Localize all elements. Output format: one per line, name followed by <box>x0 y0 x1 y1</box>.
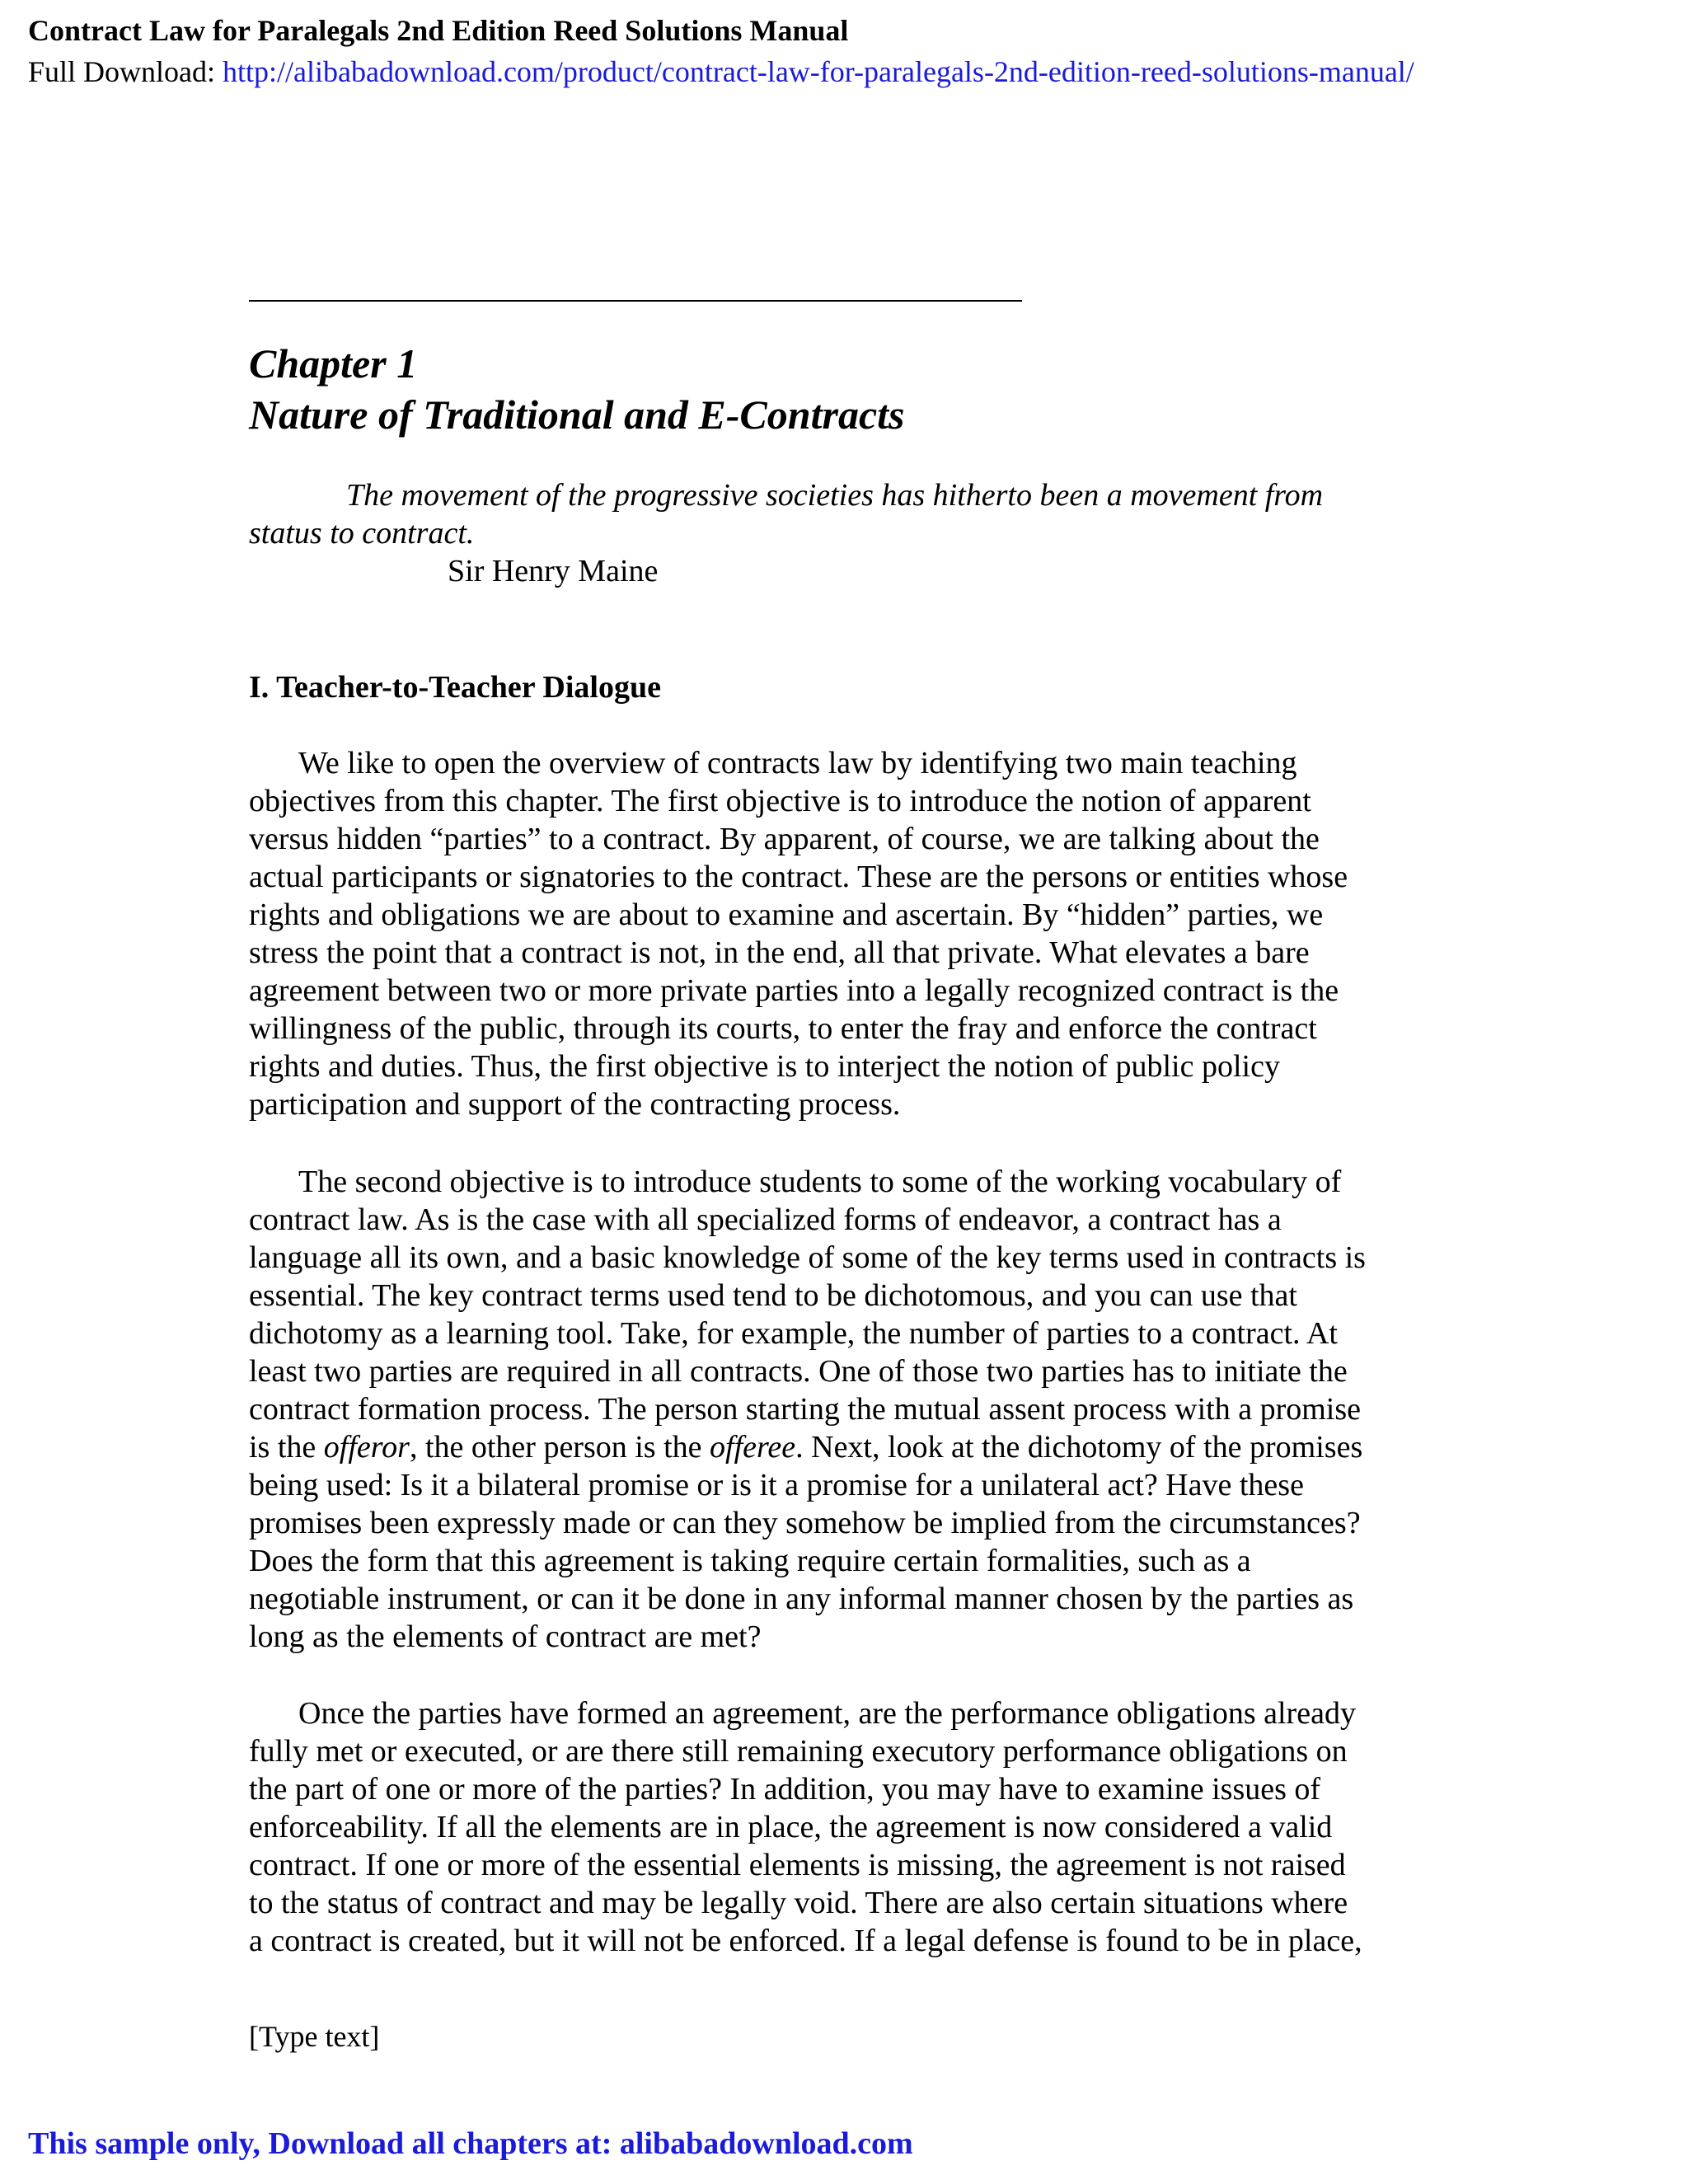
epigraph <box>249 476 1469 552</box>
paragraph-line: the part of one or more of the parties? In addition, you may have to examine issues of <box>249 1772 1321 1807</box>
section-heading: I. Teacher-to-Teacher Dialogue <box>249 670 661 705</box>
term-offeree: offeree <box>710 1430 796 1465</box>
paragraph-line: least two parties are required in all contracts. One of those two parties has to initiate the <box>249 1354 1348 1389</box>
paragraph-line: versus hidden “parties” to a contract. By apparent, of course, we are talking about the <box>249 822 1320 856</box>
download-link[interactable]: http://alibabadownload.com/product/contract-law-for-paralegals-2nd-edition-reed-solutions-manual/ <box>223 55 1414 88</box>
paragraph <box>249 1694 1485 1960</box>
paragraph-line: contract. If one or more of the essential elements is missing, the agreement is not raised <box>249 1848 1346 1882</box>
paragraph-line: contract formation process. The person starting the mutual assent process with a promise <box>249 1392 1361 1427</box>
text-run: is the <box>249 1430 324 1465</box>
paragraph <box>249 1163 1485 1656</box>
paragraph-line: rights and duties. Thus, the first objective is to interject the notion of public policy <box>249 1049 1280 1084</box>
paragraph-line: willingness of the public, through its courts, to enter the fray and enforce the contract <box>249 1011 1317 1046</box>
paragraph-line: stress the point that a contract is not, in the end, all that private. What elevates a bare <box>249 935 1310 970</box>
paragraph-line: essential. The key contract terms used tend to be dichotomous, and you can use that <box>249 1278 1297 1313</box>
epigraph-line: The movement of the progressive societies has hitherto been a movement from <box>346 478 1324 513</box>
epigraph-line: status to contract. <box>249 516 475 551</box>
paragraph-line: participation and support of the contracting process. <box>249 1087 901 1122</box>
paragraph-line: negotiable instrument, or can it be done in any informal manner chosen by the parties as <box>249 1582 1354 1616</box>
paragraph-line: fully met or executed, or are there still remaining executory performance obligations on <box>249 1734 1348 1769</box>
paragraph <box>249 744 1485 1123</box>
paragraph-line: long as the elements of contract are met? <box>249 1619 762 1654</box>
term-offeror: offeror <box>323 1430 410 1465</box>
chapter-title: Nature of Traditional and E-Contracts <box>249 391 905 438</box>
paragraph-line: objectives from this chapter. The first objective is to introduce the notion of apparent <box>249 784 1311 818</box>
document-header-title: Contract Law for Paralegals 2nd Edition Reed Solutions Manual <box>28 14 849 47</box>
page-footer-placeholder: [Type text] <box>249 2020 380 2053</box>
paragraph-line <box>249 1428 1485 1466</box>
paragraph-line: actual participants or signatories to the contract. These are the persons or entities whose <box>249 860 1348 894</box>
paragraph-line: enforceability. If all the elements are in place, the agreement is now considered a valid <box>249 1810 1333 1844</box>
download-label: Full Download: <box>28 55 223 88</box>
paragraph-line: dichotomy as a learning tool. Take, for example, the number of parties to a contract. At <box>249 1316 1338 1351</box>
text-run: . Next, look at the dichotomy of the promises <box>795 1430 1363 1465</box>
paragraph-line: Once the parties have formed an agreement, are the performance obligations already <box>298 1696 1356 1731</box>
epigraph-attribution: Sir Henry Maine <box>448 554 659 588</box>
paragraph-line: a contract is created, but it will not be enforced. If a legal defense is found to be in place, <box>249 1924 1362 1958</box>
download-footer-banner[interactable]: This sample only, Download all chapters at: alibabadownload.com <box>28 2126 913 2161</box>
chapter-heading <box>249 338 904 440</box>
paragraph-line: The second objective is to introduce students to some of the working vocabulary of <box>298 1165 1342 1199</box>
paragraph-line: contract law. As is the case with all specialized forms of endeavor, a contract has a <box>249 1202 1282 1237</box>
paragraph-line: Does the form that this agreement is taking require certain formalities, such as a <box>249 1544 1251 1578</box>
paragraph-line: to the status of contract and may be legally void. There are also certain situations where <box>249 1886 1348 1920</box>
chapter-rule <box>249 300 1022 302</box>
download-line <box>28 53 1414 91</box>
paragraph-line: rights and obligations we are about to examine and ascertain. By “hidden” parties, we <box>249 898 1324 932</box>
paragraph-line: agreement between two or more private parties into a legally recognized contract is the <box>249 973 1339 1008</box>
paragraph-line: promises been expressly made or can they somehow be implied from the circumstances? <box>249 1506 1361 1540</box>
paragraph-line: language all its own, and a basic knowledge of some of the key terms used in contracts is <box>249 1240 1366 1275</box>
chapter-number: Chapter 1 <box>249 340 418 387</box>
paragraph-line: being used: Is it a bilateral promise or is it a promise for a unilateral act? Have these <box>249 1468 1304 1502</box>
paragraph-line: We like to open the overview of contracts law by identifying two main teaching <box>298 746 1297 780</box>
text-run: , the other person is the <box>409 1430 710 1465</box>
